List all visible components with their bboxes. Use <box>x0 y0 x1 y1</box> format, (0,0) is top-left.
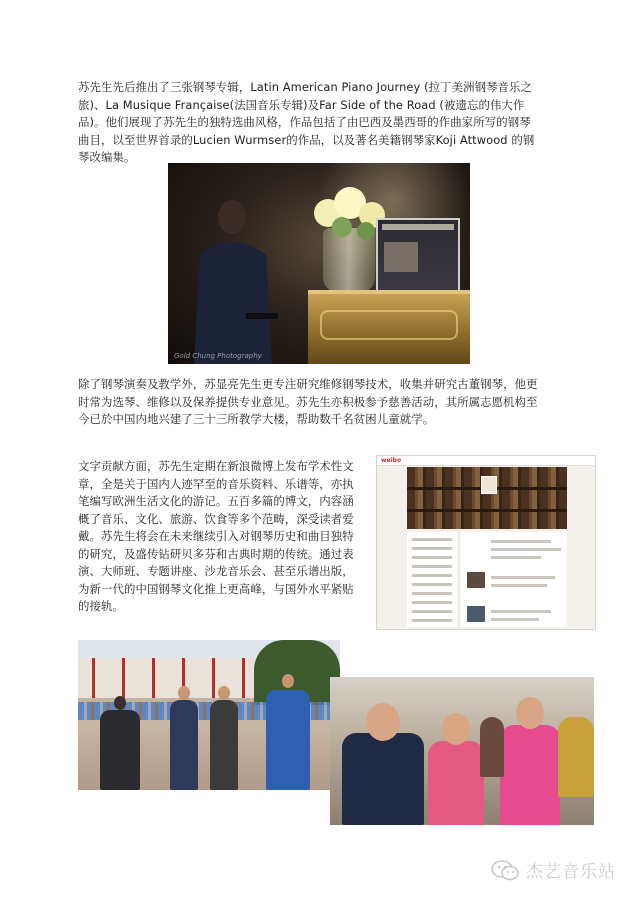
girl-pink-jacket <box>428 741 484 825</box>
photo-with-students <box>330 677 594 825</box>
man-blue-jacket-head <box>282 674 294 688</box>
weibo-feed <box>461 532 567 627</box>
album-cd-case <box>376 218 460 293</box>
interviewee-head <box>178 686 190 700</box>
weibo-sidebar <box>407 532 457 627</box>
cameraman <box>100 710 140 790</box>
photo-school-interview <box>78 640 340 790</box>
post-thumbnail <box>467 572 485 588</box>
girl-face <box>516 697 544 729</box>
paragraph-albums: 苏先生先后推出了三张钢琴专辑，Latin American Piano Journey (拉丁美洲钢琴音乐之旅)、La Musique Française(法国音乐专辑)及Far Side of the Road (被遗忘的伟大作品)。他们展现了苏先生的独特选曲风格，作品包括了由巴西及墨西哥的作曲家所写的钢琴曲目，以至世界首录的Lucien Wurmser的作品，以及著名美籍钢琴家Koji Attwood 的钢琴改编集。 <box>78 80 535 164</box>
album-cover-photo <box>384 242 418 272</box>
interviewee <box>170 700 198 790</box>
man-face <box>366 703 400 741</box>
album-title-strip <box>382 224 454 230</box>
paragraph-repair-charity: 除了钢琴演奏及教学外，苏显亮先生更专注研究维修钢琴技术，收集并研究古董钢琴，他更时常为选琴、维修以及保养提供专业意见。苏先生亦积极参予慈善活动，其所属志愿机构至今已於中国内地兴建了三十三所教学大楼，帮助数千名贫困儿童就学。 <box>78 377 538 426</box>
reporter-head <box>218 686 230 700</box>
paragraph-writing: 文字贡献方面，苏先生定期在新浪微博上发布学术性文章，全是关于国内人迹罕至的音乐资料、乐谱等，亦执笔编写欧洲生活文化的游记。五百多篇的博文，内容涵概了音乐、文化、旅游、饮食等多个范畴，深受读者爱戴。苏先生将会在未来继续引入对钢琴历史和曲目独特的研究，及盛传钻研贝多芬和古典时期的传统。通过表演、大师班、专题讲座、沙龙音乐会、甚至乐谱出版，为新一代的中国钢琴文化推上更高峰，与国外水平紧贴的接轨。 <box>78 459 354 613</box>
pianist-figure <box>186 195 278 364</box>
footer-watermark <box>490 857 616 882</box>
wechat-icon <box>490 859 520 881</box>
avatar <box>481 476 497 494</box>
gold-pedestal <box>308 290 470 364</box>
girl-pink-coat <box>500 725 560 825</box>
photo-pianist-with-album <box>168 163 470 364</box>
school-building <box>78 658 268 698</box>
post-thumbnail <box>467 606 485 622</box>
weibo-logo: weibo <box>381 457 402 464</box>
man-blue-jacket <box>266 690 310 790</box>
weibo-topbar <box>377 456 595 466</box>
brand-name: 杰艺音乐站 <box>526 862 616 882</box>
photo-weibo-page <box>376 455 596 630</box>
cameraman-head <box>114 696 126 710</box>
student-background <box>480 717 504 777</box>
photo-watermark: Gold Chung Photography <box>174 352 262 360</box>
student-background <box>558 717 594 797</box>
reporter <box>210 700 238 790</box>
girl-face <box>442 713 470 745</box>
man-in-suit <box>342 733 424 825</box>
